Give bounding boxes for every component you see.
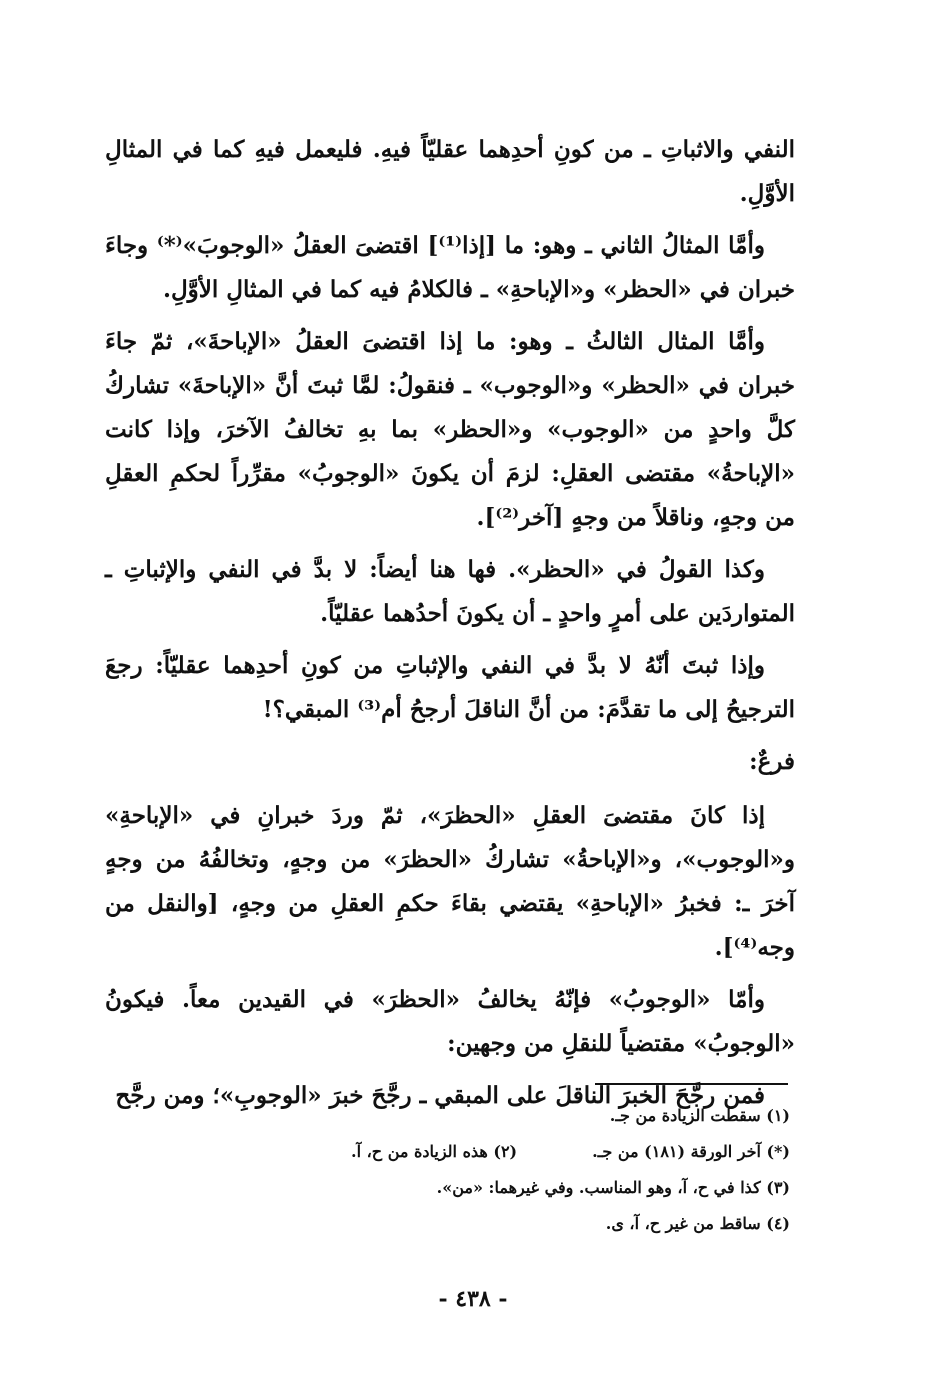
paragraph-1: النفي والاثباتِ ـ من كونِ أحدِهما عقليّاً فيهِ. فليعمل فيهِ كما في المثالِ الأوَّلِ. [105, 136, 795, 207]
paragraph-2: وأمَّا المثالُ الثاني ـ وهو: ما [إذا⁽¹⁾] اقتضىَ العقلُ «الوجوبَ»⁽*⁾ وجاءَ خبران في «الحظر» و«الإباحةِ» ـ فالكلامُ فيه كما في المثالِ الأوَّلِ. [105, 232, 795, 303]
footnote-4: (٤) ساقط من غير ح، آ، ى. [605, 1214, 790, 1233]
paragraph-4: وكذا القولُ في «الحظر». فها هنا أيضاً: لا بدَّ في النفي والإثباتِ ـ المتواردَين على أمرٍ واحدٍ ـ أن يكونَ أحدُهما عقليّاً. [105, 556, 795, 627]
footnote-row [180, 1134, 790, 1170]
footnote-1: (١) سقطت الزيادة من جـ. [609, 1106, 790, 1125]
footnote-separator [595, 1083, 788, 1085]
main-text-block [105, 128, 795, 1126]
section-heading: فرعٌ: [749, 748, 795, 775]
paragraph-5: وإذا ثبتَ أنّهُ لا بدَّ في النفي والإثباتِ من كونِ أحدِهما عقليّاً: رجعَ الترجيحُ إلى ما تقدَّمَ: من أنَّ الناقلَ أرجحُ أم⁽³⁾ المبقي؟! [105, 652, 795, 723]
page-number: - ٤٣٨ - [438, 1286, 508, 1312]
paragraph-8: فمن رجَّحَ الخبرَ الناقلَ على المبقي ـ رجَّحَ خبرَ «الوجوبِ»؛ ومن رجَّح [115, 1082, 765, 1109]
footnote-row [180, 1206, 790, 1242]
footnote-star: (*) آخر الورقة (١٨١) من جـ. [592, 1142, 790, 1161]
footnote-3: (٣) كذا في ح، آ، وهو المناسب. وفي غيرهما: «من». [436, 1178, 790, 1197]
footnote-2: (٢) هذه الزيادة من ح، آ. [351, 1142, 518, 1161]
paragraph-6: إذا كانَ مقتضىَ العقلِ «الحظرَ»، ثمّ وردَ خبرانِ في «الإباحةِ» و«الوجوب»، و«الإباحةُ» تشاركُ «الحظرَ» من وجهٍ، وتخالفُهُ من وجهٍ آخرَ ـ: فخبرُ «الإباحةِ» يقتضي بقاءَ حكمِ العقلِ من وجهٍ، [والنقل من وجه⁽⁴⁾]. [105, 802, 795, 961]
footnote-row [180, 1170, 790, 1206]
paragraph-3: وأمَّا المثال الثالثُ ـ وهو: ما إذا اقتضىَ العقلُ «الإباحةَ»، ثمّ جاءَ خبران في «الحظر» و«الوجوب» ـ فنقولُ: لمَّا ثبتَ أنَّ «الإباحةَ» تشاركُ كلَّ واحدٍ من «الوجوب» و«الحظر» بما بهِ تخالفُ الآخرَ، وإذا كانت «الإباحةُ» مقتضى العقلِ: لزمَ أن يكونَ «الوجوبُ» مقرِّراً لحكمِ العقلِ من وجهٍ، وناقلاً من وجهٍ [آخر⁽²⁾]. [105, 328, 795, 531]
footnote-row [180, 1098, 790, 1134]
footnotes [180, 1098, 790, 1242]
paragraph-7: وأمّا «الوجوبُ» فإنّهُ يخالفُ «الحظرَ» في القيدين معاً. فيكونُ «الوجوبُ» مقتضياً للنقلِ من وجهين: [105, 986, 795, 1057]
